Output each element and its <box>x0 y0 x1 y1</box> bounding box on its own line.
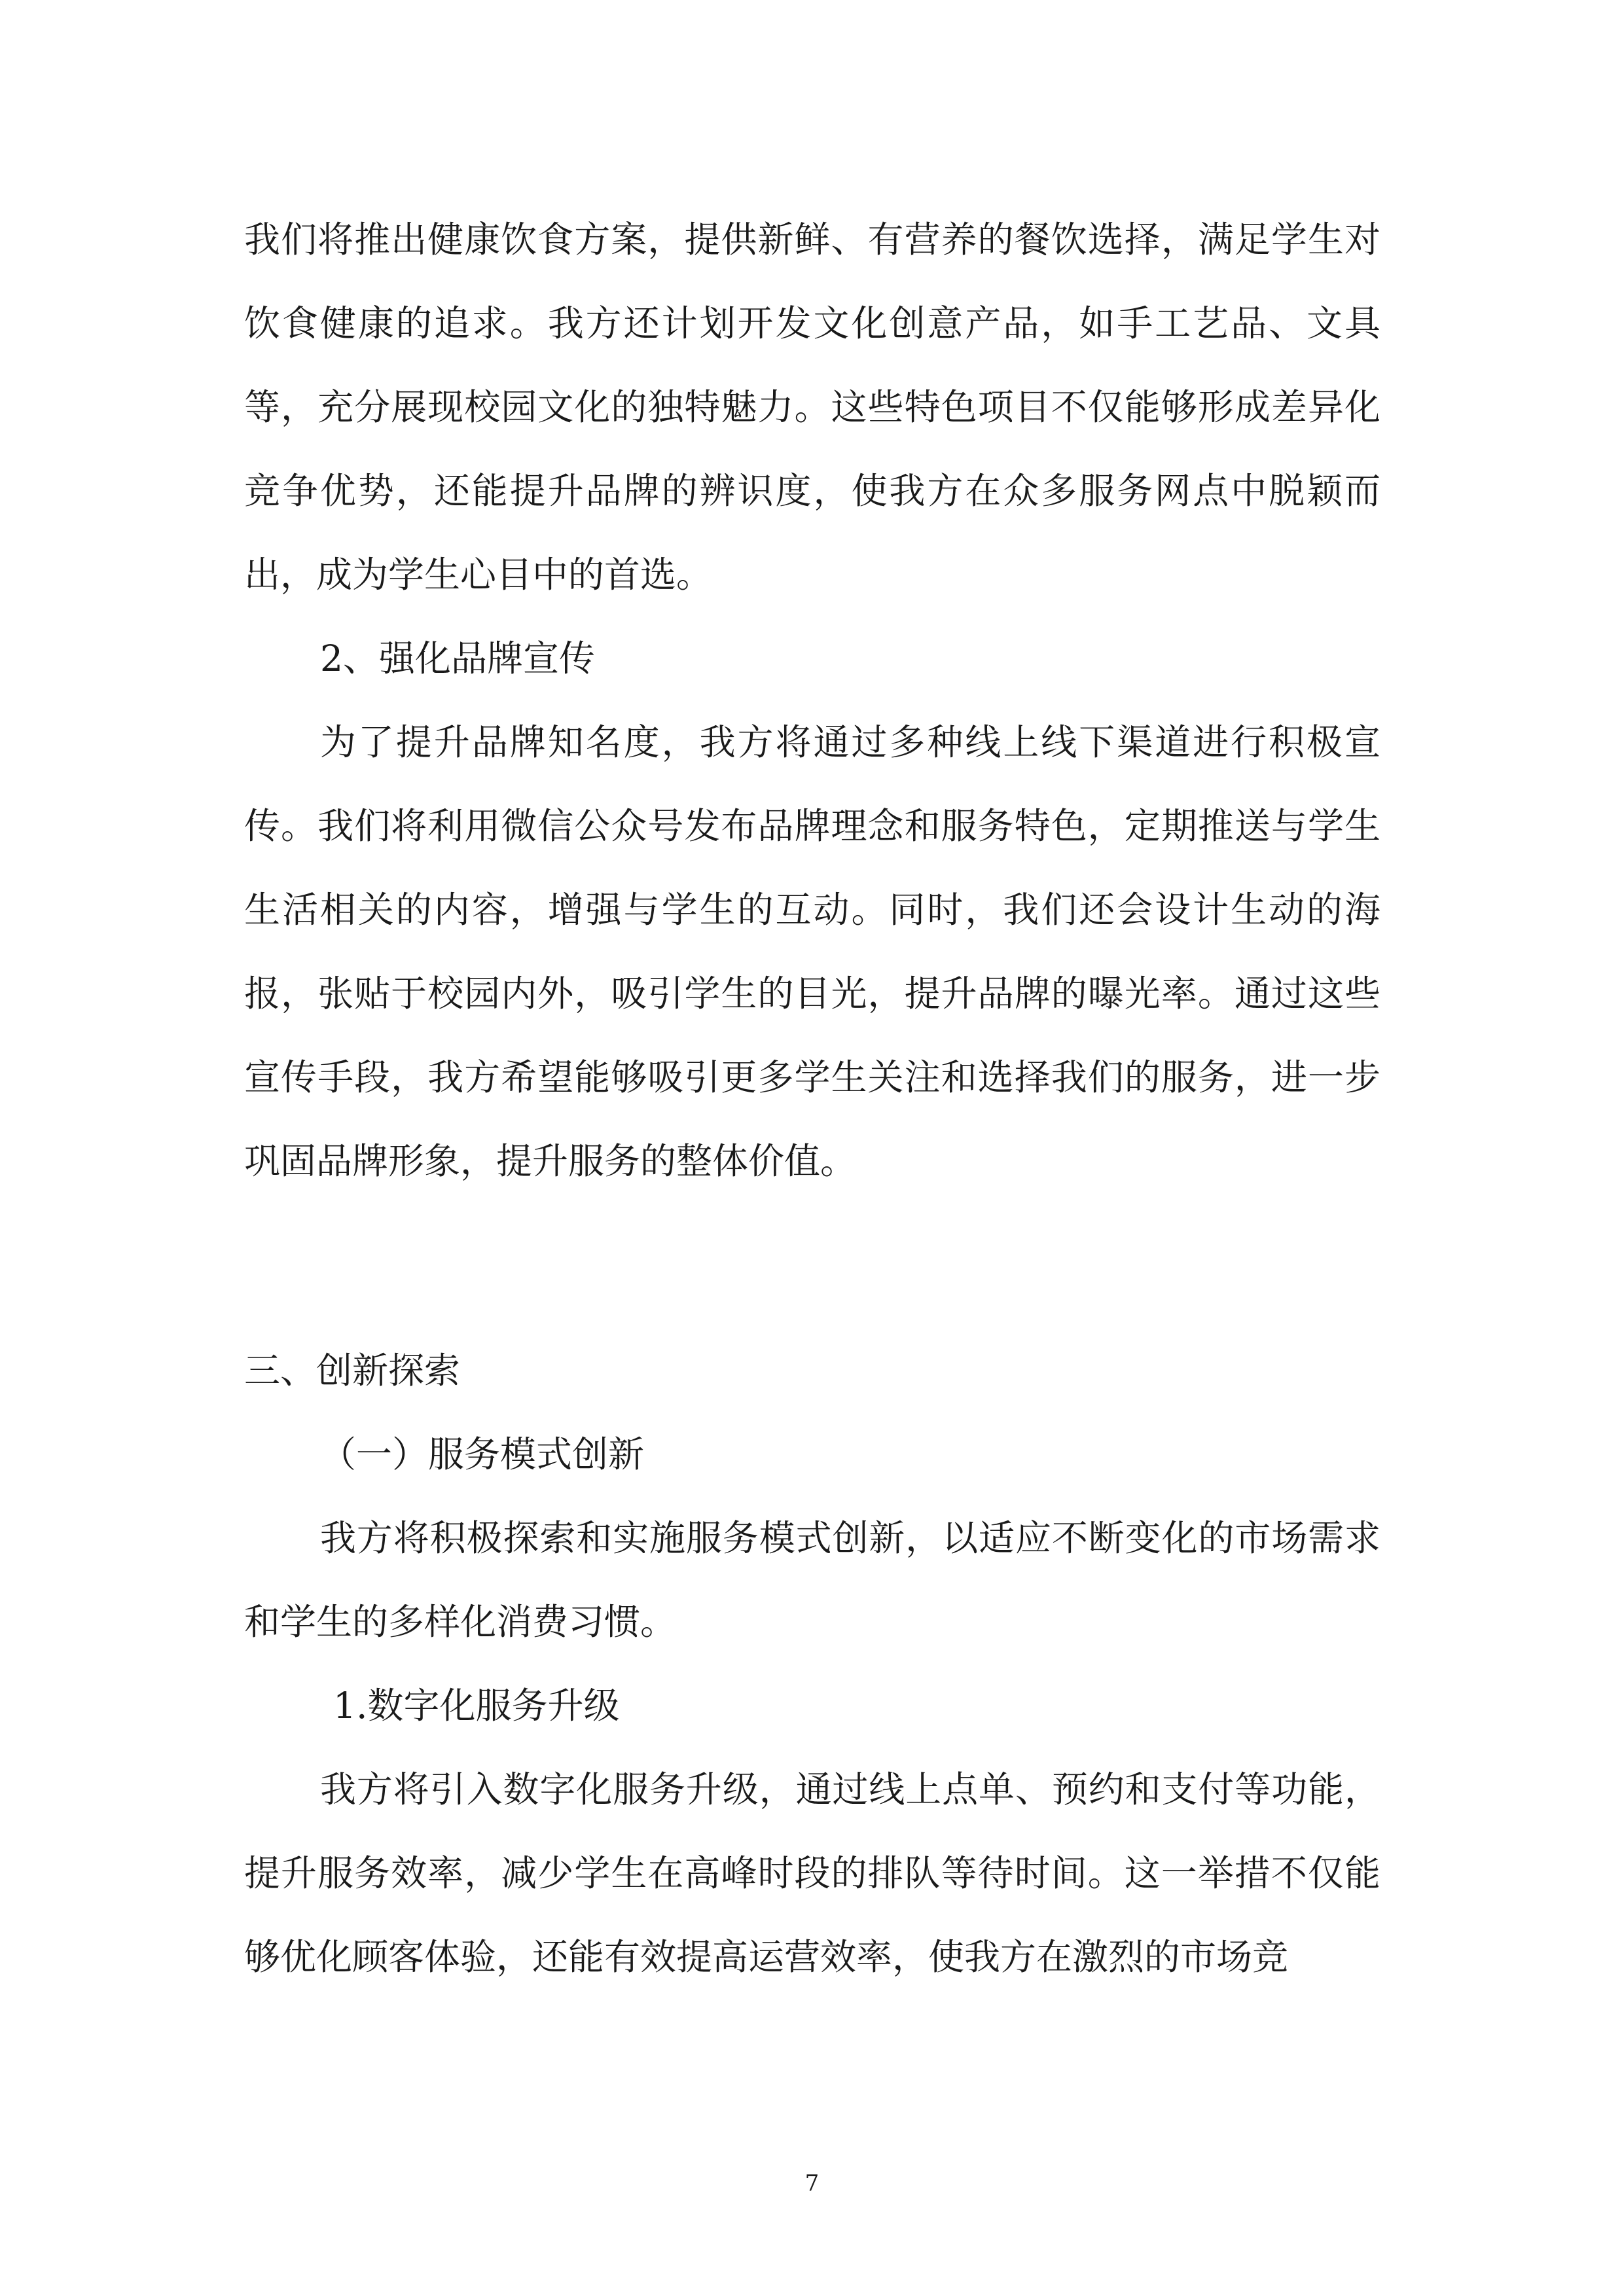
paragraph-digital-upgrade: 我方将引入数字化服务升级，通过线上点单、预约和支付等功能，提升服务效率，减少学生在高峰时段的排队等待时间。这一举措不仅能够优化顾客体验，还能有效提高运营效率，使我方在激烈的市场竞 <box>244 1768 1380 1978</box>
paragraph-brand-promotion: 为了提升品牌知名度，我方将通过多种线上线下渠道进行积极宣传。我们将利用微信公众号发布品牌理念和服务特色，定期推送与学生生活相关的内容，增强与学生的互动。同时，我们还会设计生动的海报，张贴于校园内外，吸引学生的目光，提升品牌的曝光率。通过这些宣传手段，我方希望能够吸引更多学生关注和选择我们的服务，进一步巩固品牌形象，提升服务的整体价值。 <box>244 721 1380 1182</box>
paragraph-healthy-food: 我们将推出健康饮食方案，提供新鲜、有营养的餐饮选择，满足学生对饮食健康的追求。我方还计划开发文化创意产品，如手工艺品、文具等，充分展现校园文化的独特魅力。这些特色项目不仅能够形成差异化竞争优势，还能提升品牌的辨识度，使我方在众多服务网点中脱颖而出，成为学生心目中的首选。 <box>244 219 1380 596</box>
heading-digital-upgrade: 1.数字化服务升级 <box>333 1685 620 1727</box>
heading-brand-promotion: 2、强化品牌宣传 <box>320 637 595 679</box>
paragraph-service-model: 我方将积极探索和实施服务模式创新，以适应不断变化的市场需求和学生的多样化消费习惯。 <box>244 1517 1380 1643</box>
heading-innovation-exploration: 三、创新探索 <box>244 1350 461 1391</box>
page-number: 7 <box>804 2170 820 2197</box>
heading-service-model-innovation: （一）服务模式创新 <box>320 1433 645 1475</box>
